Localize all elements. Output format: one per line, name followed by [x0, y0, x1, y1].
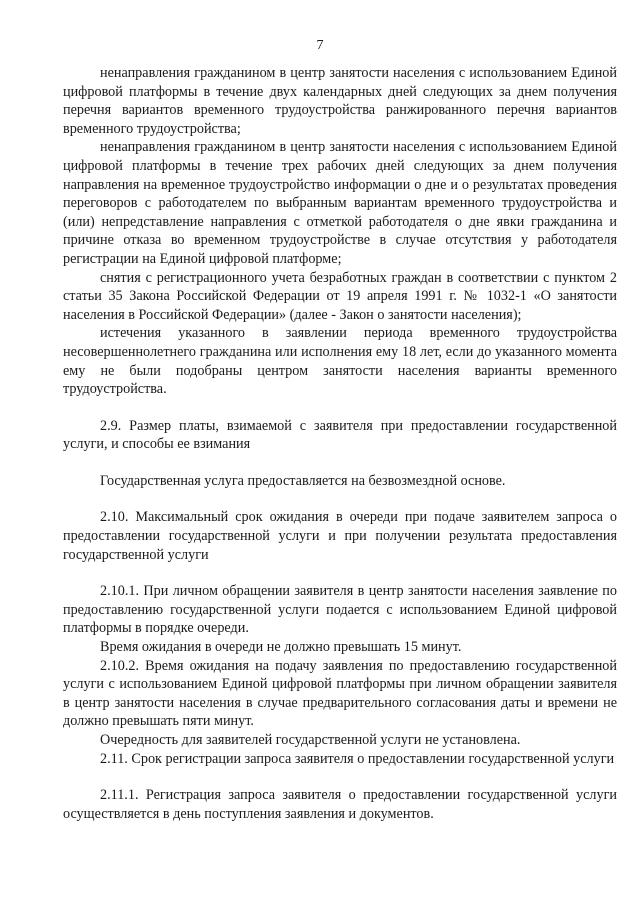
paragraph: ненаправления гражданином в центр занятости населения с использованием Единой цифровой платформы в течение трех рабочих дней следующих за днем получения направления на временное трудоустройство информации о дне и о результатах проведения переговоров с работодателем по выбранным вариантам временного трудоустройства и (или) непредставление направления с отметкой работодателя о дне явки гражданина и причине отказа во временном трудоустройстве в случае отсутствия у работодателя регистрации на Единой цифровой платформе;	[63, 139, 617, 267]
document-body	[63, 64, 617, 823]
section-heading: 2.10. Максимальный срок ожидания в очереди при подаче заявителем запроса о предоставлении государственной услуги и при получении результата предоставления государственной услуги	[63, 509, 617, 563]
paragraph: ненаправления гражданином в центр занятости населения с использованием Единой цифровой платформы в течение двух календарных дней следующих за днем получения перечня вариантов временного трудоустройства ранжированного перечня вариантов временного трудоустройства;	[63, 65, 617, 137]
paragraph: Государственная услуга предоставляется на безвозмездной основе.	[100, 472, 506, 489]
paragraph: истечения указанного в заявлении периода временного трудоустройства несовершеннолетнего гражданина или исполнения ему 18 лет, если до указанного момента ему не были подобраны центром занятости населения варианты временного трудоустройства.	[63, 325, 617, 398]
paragraph: Время ожидания в очереди не должно превышать 15 минут.	[100, 639, 462, 656]
paragraph: 2.10.2. Время ожидания на подачу заявления по предоставлению государственной услуги с использованием Единой цифровой платформы при личном обращении заявителя в центр занятости населения в случае предварительного согласования даты и времени не должно превышать пяти минут.	[63, 657, 617, 730]
page-number: 7	[316, 38, 324, 53]
paragraph: 2.10.1. При личном обращении заявителя в центр занятости населения заявление по предоставлению государственной услуги подается с использованием Единой цифровой платформы в порядке очереди.	[63, 583, 617, 637]
paragraph: 2.11.1. Регистрация запроса заявителя о предоставлении государственной услуги осуществляется в день поступления заявления и документов.	[63, 787, 617, 822]
paragraph: снятия с регистрационного учета безработных граждан в соответствии с пунктом 2 статьи 35 Закона Российской Федерации от 19 апреля 1991 г. № 1032-1 «О занятости населения в Российской Федерации» (далее - Закон о занятости населения);	[63, 269, 617, 323]
paragraph: Очередность для заявителей государственной услуги не установлена.	[100, 732, 521, 748]
section-heading: 2.11. Срок регистрации запроса заявителя о предоставлении государственной услуги	[100, 750, 615, 767]
section-heading: 2.9. Размер платы, взимаемой с заявителя при предоставлении государственной услуги, и способы ее взимания	[63, 417, 617, 453]
